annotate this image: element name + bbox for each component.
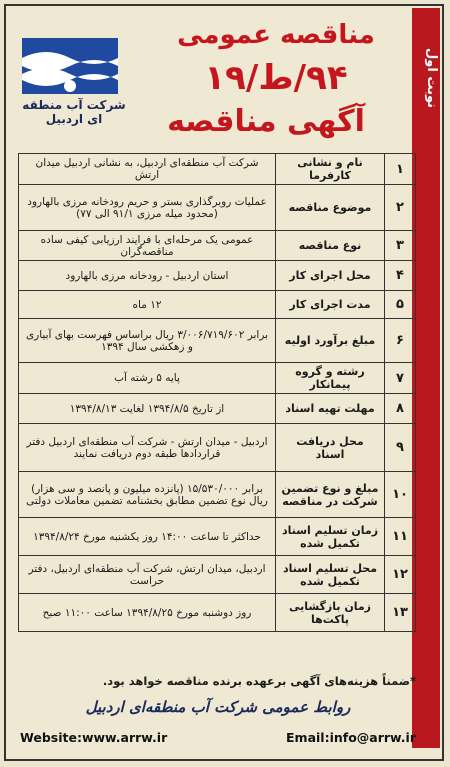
- public-relations-signature: روابط عمومی شرکت آب منطقه‌ای اردبیل: [85, 698, 351, 716]
- tender-notice: [4, 4, 444, 761]
- cost-footnote: *ضمناً هزینه‌های آگهی برعهده برنده مناقصه خواهد بود.: [102, 674, 416, 688]
- row-value: برابر ۳/۰۰۶/۷۱۹/۶۰۲ ریال براساس فهرست بهای آبیاری و زهکشی سال ۱۳۹۴: [19, 319, 276, 363]
- row-value: عمومی یک مرحله‌ای با فرایند ارزیابی کیفی ساده مناقصه‌گران: [19, 231, 276, 261]
- table-row: [19, 154, 416, 185]
- row-value: شرکت آب منطقه‌ای اردبیل، به نشانی اردبیل میدان ارتش: [19, 154, 276, 185]
- table-row: [19, 319, 416, 363]
- row-label: مدت اجرای کار: [276, 291, 385, 319]
- row-value: اردبیل، میدان ارتش، شرکت آب منطقه‌ای اردبیل، دفتر حراست: [19, 556, 276, 594]
- row-value: روز دوشنبه مورخ ۱۳۹۴/۸/۲۵ ساعت ۱۱:۰۰ صبح: [19, 594, 276, 632]
- row-number: ۸: [385, 394, 416, 424]
- notice-header: [6, 6, 416, 151]
- table-row: [19, 261, 416, 291]
- table-row: [19, 556, 416, 594]
- row-number: ۲: [385, 185, 416, 231]
- table-row: [19, 363, 416, 394]
- table-row: [19, 394, 416, 424]
- row-value: اردبیل - میدان ارتش - شرکت آب منطقه‌ای اردبیل دفتر قراردادها طبقه دوم دریافت نمایند: [19, 424, 276, 472]
- company-name: شرکت آب منطقه ای اردبیل: [22, 98, 126, 126]
- row-number: ۱۲: [385, 556, 416, 594]
- row-value: استان اردبیل - رودخانه مرزی بالهارود: [19, 261, 276, 291]
- table-row: [19, 518, 416, 556]
- website-link[interactable]: Website:www.arrw.ir: [20, 730, 168, 745]
- tender-table: [18, 153, 416, 632]
- table-row: [19, 472, 416, 518]
- table-row: [19, 231, 416, 261]
- row-label: موضوع مناقصه: [276, 185, 385, 231]
- email-link[interactable]: Email:info@arrw.ir: [286, 730, 416, 745]
- table-row: [19, 185, 416, 231]
- row-label: زمان تسلیم اسناد تکمیل شده: [276, 518, 385, 556]
- row-label: مبلغ و نوع تضمین شرکت در مناقصه: [276, 472, 385, 518]
- row-value: حداکثر تا ساعت ۱۴:۰۰ روز یکشنبه مورخ ۱۳۹۴/۸/۲۴: [19, 518, 276, 556]
- row-value: برابر ۱۵/۵۳۰/۰۰۰ (پانزده میلیون و پانصد و سی هزار) ریال نوع تضمین مطابق بخشنامه تضمین معاملات دولتی: [19, 472, 276, 518]
- round-tag-label: نوبت اول: [424, 48, 439, 109]
- row-number: ۱۰: [385, 472, 416, 518]
- row-value: از تاریخ ۱۳۹۴/۸/۵ لغایت ۱۳۹۴/۸/۱۳: [19, 394, 276, 424]
- contact-line: [20, 730, 416, 745]
- row-number: ۴: [385, 261, 416, 291]
- round-tag: [412, 8, 440, 748]
- table-row: [19, 424, 416, 472]
- table-row: [19, 291, 416, 319]
- row-label: نوع مناقصه: [276, 231, 385, 261]
- water-company-logo-icon: [22, 38, 118, 94]
- row-number: ۳: [385, 231, 416, 261]
- row-label: نام و نشانی کارفرما: [276, 154, 385, 185]
- title-ad: آگهی مناقصه: [167, 104, 365, 139]
- row-number: ۱: [385, 154, 416, 185]
- title-tender: مناقصه عمومی: [177, 20, 375, 50]
- row-number: ۶: [385, 319, 416, 363]
- row-label: مهلت تهیه اسناد: [276, 394, 385, 424]
- table-row: [19, 594, 416, 632]
- row-number: ۵: [385, 291, 416, 319]
- row-number: ۱۱: [385, 518, 416, 556]
- row-label: مبلغ برآورد اولیه: [276, 319, 385, 363]
- row-label: محل تسلیم اسناد تکمیل شده: [276, 556, 385, 594]
- row-label: محل دریافت اسناد: [276, 424, 385, 472]
- row-label: رشته و گروه پیمانکار: [276, 363, 385, 394]
- row-label: زمان بازگشایی پاکت‌ها: [276, 594, 385, 632]
- tender-number: ۹۴/ط/۱۹: [204, 58, 348, 98]
- row-number: ۹: [385, 424, 416, 472]
- row-label: محل اجرای کار: [276, 261, 385, 291]
- row-value: ۱۲ ماه: [19, 291, 276, 319]
- row-value: عملیات روبرگذاری بستر و حریم رودخانه مرزی بالهارود (محدود میله مرزی ۹۱/۱ الی ۷۷): [19, 185, 276, 231]
- row-number: ۷: [385, 363, 416, 394]
- row-number: ۱۳: [385, 594, 416, 632]
- row-value: پایه ۵ رشته آب: [19, 363, 276, 394]
